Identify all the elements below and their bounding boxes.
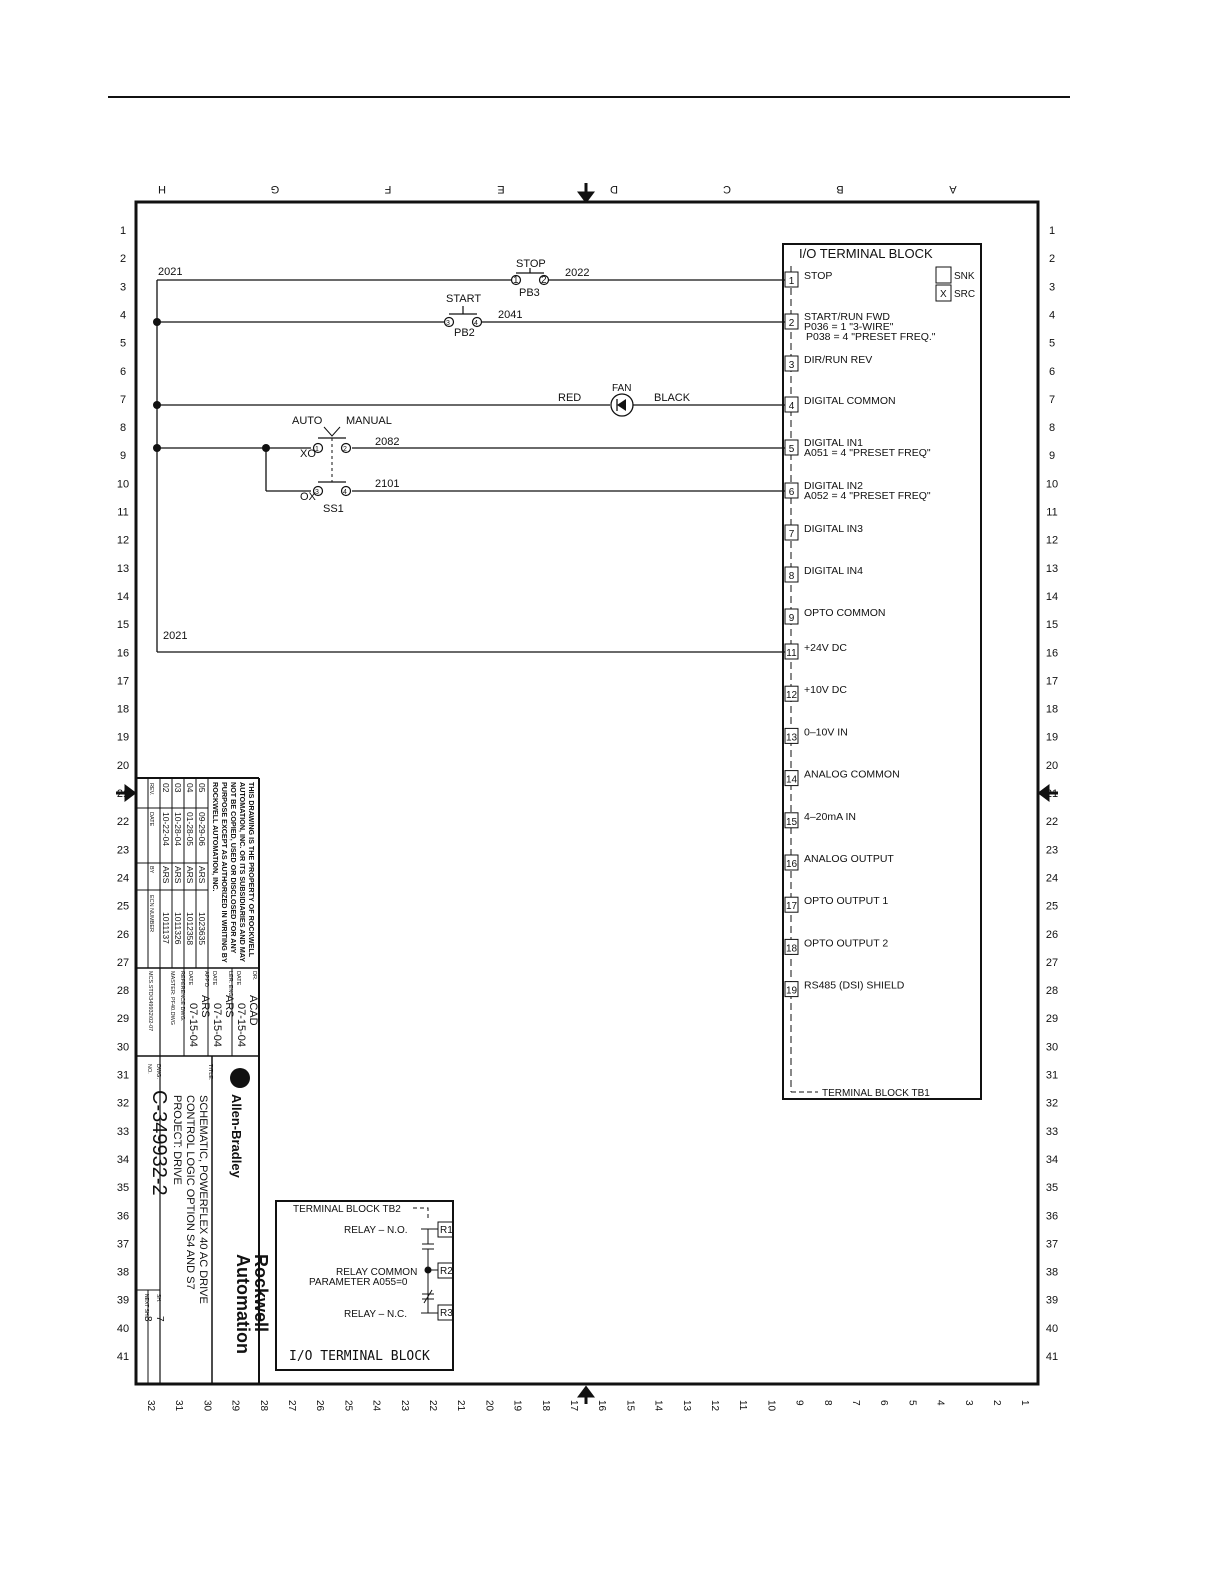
revision-ecn: 1011326 bbox=[173, 912, 183, 945]
tb1-terminal-number: 17 bbox=[785, 901, 798, 913]
column-label-bottom: 5 bbox=[906, 1400, 918, 1406]
tb1-terminal bbox=[785, 607, 885, 624]
title-block-notice: THIS DRAWING IS THE PROPERTY OF ROCKWELL bbox=[247, 782, 256, 958]
pb3-label: PB3 bbox=[519, 287, 540, 299]
tb2-footer: I/O TERMINAL BLOCK bbox=[289, 1349, 430, 1364]
row-label-left: 36 bbox=[116, 1210, 130, 1223]
column-label-top: F bbox=[384, 183, 392, 195]
tb1-terminal bbox=[785, 769, 900, 786]
revision-number: 03 bbox=[173, 783, 183, 793]
row-label-left: 24 bbox=[116, 872, 130, 885]
row-label-right: 35 bbox=[1045, 1182, 1059, 1195]
row-label-right: 8 bbox=[1048, 422, 1056, 435]
revision-header-ecn: ECN NUMBER bbox=[148, 895, 154, 932]
ler-date: 07-15-04 bbox=[211, 1003, 223, 1048]
column-labels-bottom bbox=[145, 1400, 1030, 1412]
title-label: TITLE: bbox=[207, 1064, 213, 1081]
column-label-bottom: 12 bbox=[709, 1400, 720, 1412]
row-label-left: 3 bbox=[119, 281, 127, 294]
row-label-right: 28 bbox=[1045, 985, 1059, 998]
tb1-terminal bbox=[785, 980, 905, 997]
column-label-bottom: 28 bbox=[257, 1400, 269, 1412]
revision-date: 10-28-04 bbox=[173, 812, 183, 847]
row-label-left: 16 bbox=[116, 647, 130, 660]
wire-2022: 2022 bbox=[565, 267, 590, 279]
automation-brand: Automation bbox=[233, 1254, 253, 1354]
snk-box bbox=[936, 267, 951, 283]
fan-icon bbox=[611, 394, 633, 416]
src-label: SRC bbox=[954, 289, 976, 300]
row-label-left: 37 bbox=[116, 1238, 130, 1251]
row-label-left: 41 bbox=[116, 1351, 130, 1363]
tb1-terminal-label: DIGITAL IN1 bbox=[804, 437, 863, 449]
title-block bbox=[142, 782, 271, 1354]
row-label-left: 22 bbox=[116, 816, 130, 829]
top-center-arrow bbox=[580, 183, 592, 201]
revision-by: ARS bbox=[173, 866, 183, 884]
row-label-left: 19 bbox=[116, 731, 130, 744]
tb1-footer: TERMINAL BLOCK TB1 bbox=[822, 1088, 930, 1099]
tb1-terminal-number: 9 bbox=[788, 613, 795, 624]
row-label-right: 6 bbox=[1048, 365, 1056, 378]
date-label: DATE bbox=[187, 971, 193, 986]
tb1-terminal-number: 12 bbox=[785, 690, 798, 702]
column-label-bottom: 14 bbox=[652, 1400, 664, 1412]
row-label-right: 10 bbox=[1045, 478, 1059, 491]
row-label-right: 40 bbox=[1045, 1322, 1059, 1335]
ss1-contact-4: 4 bbox=[343, 489, 347, 496]
tb1-terminal bbox=[785, 523, 863, 540]
tb1-terminal-label: OPTO OUTPUT 1 bbox=[804, 895, 889, 908]
fan-label: FAN bbox=[612, 383, 632, 394]
master-dwg: MASTER: PF40.DWG bbox=[169, 971, 175, 1026]
tb1-terminal-number: 6 bbox=[788, 487, 795, 498]
revision-date: 01-28-05 bbox=[185, 812, 195, 847]
stop-label: STOP bbox=[516, 258, 546, 270]
wire-2041: 2041 bbox=[498, 309, 523, 321]
rockwell-brand: Rockwell bbox=[251, 1254, 271, 1333]
row-label-right: 32 bbox=[1045, 1097, 1059, 1110]
revision-ecn: 1012358 bbox=[185, 912, 195, 946]
svg-text:4: 4 bbox=[474, 320, 478, 327]
no-label: NO. bbox=[146, 1064, 152, 1074]
title-block-notice: ROCKWELL AUTOMATION, INC. bbox=[211, 782, 220, 892]
column-label-bottom: 31 bbox=[173, 1400, 185, 1412]
tb1-terminal-number: 15 bbox=[785, 816, 798, 828]
row-label-right: 9 bbox=[1048, 450, 1056, 463]
column-label-top: E bbox=[497, 183, 505, 195]
tb2-r1: R1 bbox=[440, 1225, 453, 1236]
wire-black: BLACK bbox=[654, 392, 691, 404]
row-label-right: 5 bbox=[1048, 337, 1056, 350]
column-label-bottom: 4 bbox=[934, 1400, 946, 1406]
row-label-right: 3 bbox=[1048, 281, 1056, 294]
revision-date: 09-29-06 bbox=[197, 812, 207, 847]
row-label-left: 14 bbox=[116, 590, 130, 603]
column-label-top: D bbox=[610, 183, 618, 195]
sheet-label: SH. bbox=[155, 1294, 161, 1303]
wire-2021-bottom: 2021 bbox=[163, 630, 188, 642]
drawing-title-line-3: PROJECT: DRIVE bbox=[171, 1095, 183, 1185]
approved-date: 07-15-04 bbox=[187, 1003, 199, 1048]
tb1-terminal-param: A051 = 4 "PRESET FREQ" bbox=[804, 447, 931, 459]
row-label-right: 18 bbox=[1045, 703, 1059, 716]
file-path: MCS.STD\349932\02-07 bbox=[147, 971, 153, 1032]
column-label-bottom: 10 bbox=[765, 1400, 777, 1412]
tb1-terminal-label: DIGITAL IN3 bbox=[804, 523, 863, 535]
column-label-bottom: 8 bbox=[821, 1400, 833, 1406]
tb1-terminal-number: 19 bbox=[785, 985, 798, 997]
row-label-left: 4 bbox=[119, 309, 127, 322]
revision-ecn: 1011137 bbox=[161, 912, 171, 944]
drawing-frame bbox=[136, 202, 1038, 1384]
row-label-right: 23 bbox=[1045, 844, 1059, 857]
column-label-bottom: 1 bbox=[1019, 1400, 1031, 1406]
row-label-left: 20 bbox=[116, 759, 130, 772]
wire-2101: 2101 bbox=[375, 478, 400, 490]
tb1-terminal-label: STOP bbox=[804, 270, 833, 282]
tb1-terminal-label: +24V DC bbox=[804, 642, 847, 654]
row-label-right: 16 bbox=[1045, 647, 1059, 660]
row-label-left: 8 bbox=[119, 422, 127, 435]
tb1-terminal-number: 5 bbox=[788, 444, 795, 455]
column-label-bottom: 20 bbox=[483, 1400, 495, 1412]
row-label-right: 15 bbox=[1045, 619, 1059, 632]
row-label-left: 23 bbox=[116, 844, 130, 857]
row-label-left: 32 bbox=[116, 1097, 130, 1110]
column-label-bottom: 24 bbox=[370, 1400, 382, 1412]
row-label-left: 25 bbox=[116, 900, 130, 913]
next-sheet-label: NEXT SH. bbox=[143, 1294, 149, 1317]
row-label-left: 9 bbox=[119, 450, 127, 463]
column-label-bottom: 6 bbox=[878, 1400, 890, 1406]
tb1-terminal-label: OPTO OUTPUT 2 bbox=[804, 937, 889, 950]
row-label-left: 15 bbox=[116, 619, 130, 632]
tb1-terminal-param: A052 = 4 "PRESET FREQ" bbox=[804, 490, 931, 502]
row-label-right: 4 bbox=[1048, 309, 1056, 322]
row-label-left: 5 bbox=[119, 337, 127, 350]
row-label-right: 13 bbox=[1045, 562, 1059, 575]
column-label-bottom: 11 bbox=[737, 1400, 749, 1411]
row-label-left: 17 bbox=[116, 675, 130, 688]
column-label-bottom: 22 bbox=[427, 1400, 438, 1412]
row-label-left: 29 bbox=[116, 1013, 130, 1026]
xo-label: XO bbox=[300, 448, 316, 460]
row-label-left: 35 bbox=[116, 1182, 130, 1195]
row-label-right: 31 bbox=[1045, 1069, 1059, 1082]
row-label-right: 24 bbox=[1045, 872, 1059, 885]
row-label-right: 20 bbox=[1045, 759, 1059, 772]
pb3-stop-pushbutton bbox=[512, 268, 549, 286]
row-label-left: 11 bbox=[117, 506, 129, 519]
wire-2082: 2082 bbox=[375, 436, 400, 448]
row-label-left: 1 bbox=[119, 225, 127, 237]
column-label-bottom: 26 bbox=[314, 1400, 326, 1412]
tb1-terminal bbox=[785, 937, 888, 954]
tb2-r2: R2 bbox=[440, 1266, 453, 1277]
svg-text:2: 2 bbox=[541, 275, 547, 286]
tb1-terminal-param: P036 = 1 "3-WIRE" bbox=[804, 321, 894, 333]
row-label-left: 40 bbox=[116, 1322, 130, 1335]
approved-by: ARS bbox=[199, 995, 211, 1018]
row-label-left: 27 bbox=[116, 956, 130, 969]
snk-label: SNK bbox=[954, 271, 975, 282]
row-label-left: 6 bbox=[119, 365, 127, 378]
tb1-terminal-label: +10V DC bbox=[804, 684, 847, 697]
column-label-top: H bbox=[158, 183, 166, 195]
tb2-relay-nc: RELAY – N.C. bbox=[344, 1309, 407, 1320]
column-label-bottom: 13 bbox=[680, 1400, 692, 1412]
revision-ecn: 1023635 bbox=[197, 912, 207, 946]
revision-header-date: DATE bbox=[148, 812, 154, 827]
column-label-top: A bbox=[949, 183, 957, 195]
sheet-number: 7 bbox=[154, 1316, 165, 1322]
drawing-title-line-1: SCHEMATIC, POWERFLEX 40 AC DRIVE bbox=[197, 1095, 209, 1304]
tb1-terminal bbox=[785, 853, 894, 870]
tb1-terminal bbox=[785, 311, 936, 343]
row-label-right: 1 bbox=[1048, 225, 1056, 237]
tb1-terminal-param: P038 = 4 "PRESET FREQ." bbox=[806, 331, 936, 343]
manual-label: MANUAL bbox=[346, 415, 392, 427]
dwg-label: DWG. bbox=[155, 1064, 161, 1079]
svg-text:1: 1 bbox=[513, 275, 519, 286]
tb2-relay-no: RELAY – N.O. bbox=[344, 1225, 408, 1236]
dr-label: DR. bbox=[251, 971, 257, 981]
tb1-terminal bbox=[785, 354, 872, 371]
column-label-top: C bbox=[723, 183, 731, 195]
row-label-left: 2 bbox=[119, 253, 127, 266]
auto-label: AUTO bbox=[292, 415, 323, 427]
tb1-terminal-label: ANALOG OUTPUT bbox=[804, 853, 894, 865]
tb1-terminal-label: 0–10V IN bbox=[804, 726, 848, 739]
row-label-right: 41 bbox=[1045, 1351, 1059, 1363]
tb1-terminal bbox=[785, 684, 847, 701]
revision-number: 05 bbox=[197, 783, 207, 793]
column-label-bottom: 3 bbox=[962, 1400, 974, 1406]
tb1-terminal bbox=[785, 811, 856, 828]
row-label-right: 2 bbox=[1048, 253, 1056, 266]
tb1-terminal-number: 7 bbox=[788, 529, 795, 540]
column-label-bottom: 25 bbox=[342, 1400, 354, 1412]
revision-number: 02 bbox=[161, 783, 171, 793]
appd-label: APP'D bbox=[203, 971, 209, 988]
column-label-bottom: 30 bbox=[201, 1400, 213, 1412]
column-label-bottom: 15 bbox=[624, 1400, 636, 1412]
column-label-bottom: 19 bbox=[511, 1400, 523, 1412]
wire-red: RED bbox=[558, 392, 582, 404]
row-label-right: 39 bbox=[1045, 1294, 1059, 1307]
io-block-title: I/O TERMINAL BLOCK bbox=[799, 246, 933, 261]
revision-by: ARS bbox=[161, 866, 171, 884]
row-label-left: 28 bbox=[116, 985, 130, 998]
ox-label: OX bbox=[300, 491, 316, 503]
row-label-right: 30 bbox=[1045, 1041, 1059, 1054]
row-label-left: 10 bbox=[116, 478, 130, 491]
row-label-right: 7 bbox=[1048, 393, 1056, 406]
revision-number: 04 bbox=[185, 783, 195, 793]
row-label-right: 27 bbox=[1045, 956, 1059, 969]
next-sheet-number: 8 bbox=[142, 1316, 153, 1322]
tb1-terminal-number: 11 bbox=[786, 648, 797, 659]
row-label-left: 39 bbox=[116, 1294, 130, 1307]
row-label-right: 37 bbox=[1045, 1238, 1059, 1251]
tb1-terminal-label: DIR/RUN REV bbox=[804, 354, 873, 366]
tb1-terminal-number: 14 bbox=[785, 774, 798, 786]
revision-header-rev: REV. bbox=[148, 783, 154, 796]
date-label: DATE bbox=[235, 971, 241, 986]
tb2-title: TERMINAL BLOCK TB2 bbox=[293, 1204, 401, 1215]
drafter-date: 07-15-04 bbox=[235, 1003, 247, 1048]
pb2-label: PB2 bbox=[454, 327, 475, 339]
row-label-right: 19 bbox=[1045, 731, 1059, 744]
tb1-terminal bbox=[785, 642, 847, 659]
row-label-right: 11 bbox=[1046, 506, 1058, 519]
column-label-bottom: 21 bbox=[455, 1400, 467, 1412]
column-label-bottom: 9 bbox=[793, 1400, 805, 1406]
row-label-right: 17 bbox=[1045, 675, 1059, 688]
row-label-right: 26 bbox=[1045, 928, 1059, 941]
row-label-left: 33 bbox=[116, 1125, 130, 1138]
row-label-right: 29 bbox=[1045, 1013, 1059, 1026]
revision-header-by: BY bbox=[148, 866, 154, 874]
allen-bradley-brand: Allen-Bradley bbox=[229, 1094, 244, 1178]
row-label-left: 31 bbox=[116, 1069, 130, 1082]
tb1-terminal-number: 1 bbox=[788, 276, 795, 287]
column-label-bottom: 23 bbox=[398, 1400, 410, 1412]
tb2-r3: R3 bbox=[440, 1308, 453, 1319]
tb1-terminal bbox=[785, 726, 848, 743]
ler-engineer: ARS bbox=[223, 995, 235, 1018]
column-label-bottom: 7 bbox=[850, 1400, 861, 1406]
bottom-center-arrow bbox=[580, 1388, 592, 1404]
column-labels-top bbox=[158, 183, 957, 195]
row-label-left: 34 bbox=[116, 1153, 130, 1166]
junction-dots bbox=[153, 318, 270, 452]
tb1-terminal-label: ANALOG COMMON bbox=[804, 768, 900, 781]
row-label-right: 36 bbox=[1045, 1210, 1059, 1223]
tb1-terminal-number: 4 bbox=[788, 401, 795, 412]
column-label-top: B bbox=[836, 183, 844, 195]
tb1-terminal bbox=[785, 437, 931, 459]
drawing-number: C-349932-2 bbox=[148, 1090, 170, 1196]
row-label-right: 12 bbox=[1045, 534, 1059, 547]
ss1-contact-3: 3 bbox=[315, 489, 319, 496]
row-label-right: 25 bbox=[1045, 900, 1059, 913]
row-label-right: 22 bbox=[1045, 816, 1059, 829]
pb2-start-pushbutton bbox=[445, 306, 482, 327]
column-label-bottom: 27 bbox=[286, 1400, 297, 1412]
tb1-terminal bbox=[785, 565, 863, 582]
row-label-right: 14 bbox=[1045, 590, 1059, 603]
revision-by: ARS bbox=[197, 866, 207, 884]
column-label-bottom: 32 bbox=[145, 1400, 156, 1412]
tb1-terminal-label: DIGITAL COMMON bbox=[804, 395, 896, 407]
tb1-terminal bbox=[785, 270, 832, 287]
title-block-notice: AUTOMATION, INC. OR ITS SUBSIDIARIES AND MAY bbox=[238, 782, 247, 963]
ss1-label: SS1 bbox=[323, 503, 344, 515]
tb1-terminal-number: 13 bbox=[785, 732, 798, 744]
row-label-left: 12 bbox=[116, 534, 130, 547]
rockwell-logo-icon bbox=[230, 1068, 250, 1088]
column-label-top: G bbox=[270, 183, 280, 195]
tb1-terminal-number: 8 bbox=[788, 571, 795, 582]
wire-2021-top: 2021 bbox=[158, 266, 183, 278]
tb2-relay-common: RELAY COMMON bbox=[336, 1267, 418, 1278]
revision-by: ARS bbox=[185, 866, 195, 884]
row-label-right: 38 bbox=[1045, 1266, 1059, 1279]
tb1-terminal-label: 4–20mA IN bbox=[804, 810, 856, 823]
drawing-title-line-2: CONTROL LOGIC OPTION S4 AND S7 bbox=[184, 1095, 196, 1290]
tb1-terminal-label: OPTO COMMON bbox=[804, 607, 886, 619]
column-label-bottom: 17 bbox=[568, 1400, 579, 1412]
column-label-bottom: 18 bbox=[539, 1400, 551, 1412]
ler-label: LER. ENG. bbox=[227, 971, 233, 999]
src-mark: X bbox=[940, 289, 947, 300]
start-label: START bbox=[446, 293, 482, 305]
tb1-terminal-number: 2 bbox=[788, 318, 795, 329]
tb1-terminals bbox=[785, 270, 936, 997]
tb1-terminal-label: DIGITAL IN4 bbox=[804, 565, 863, 577]
tb1-terminal bbox=[785, 895, 888, 912]
tb1-terminal bbox=[785, 480, 931, 502]
date-label: DATE bbox=[211, 971, 217, 986]
row-label-right: 34 bbox=[1045, 1153, 1059, 1166]
row-label-left: 7 bbox=[119, 393, 127, 406]
column-label-bottom: 16 bbox=[596, 1400, 608, 1412]
column-label-bottom: 2 bbox=[991, 1400, 1002, 1406]
svg-text:3: 3 bbox=[446, 320, 450, 327]
tb1-terminal-label: RS485 (DSI) SHIELD bbox=[804, 979, 905, 992]
tb1-terminal-number: 16 bbox=[785, 859, 798, 870]
io-terminal-block bbox=[783, 244, 981, 1099]
ss1-contact-1: 1 bbox=[315, 446, 319, 453]
row-label-left: 18 bbox=[116, 703, 130, 716]
tb1-terminal-label: DIGITAL IN2 bbox=[804, 480, 863, 492]
column-label-bottom: 29 bbox=[229, 1400, 241, 1412]
title-block-notice: PURPOSE EXCEPT AS AUTHORIZED IN WRITING BY bbox=[220, 782, 229, 963]
title-block-notice: NOT BE COPIED, USED OR DISCLOSED FOR ANY bbox=[229, 782, 238, 954]
row-label-left: 26 bbox=[116, 928, 130, 941]
row-label-left: 13 bbox=[116, 562, 130, 575]
row-label-left: 38 bbox=[116, 1266, 130, 1279]
tb1-terminal bbox=[785, 395, 896, 412]
tb2-parameter: PARAMETER A055=0 bbox=[309, 1277, 408, 1288]
drafter: ACAD bbox=[247, 995, 259, 1026]
ss1-selector-switch bbox=[314, 427, 351, 496]
revision-date: 10-22-04 bbox=[161, 812, 171, 847]
tb1-terminal-number: 18 bbox=[785, 943, 798, 955]
row-label-left: 30 bbox=[116, 1041, 130, 1054]
ss1-contact-2: 2 bbox=[343, 446, 347, 453]
tb1-terminal-number: 3 bbox=[788, 360, 795, 371]
reference-dwg-label: REFERENCE DWG. bbox=[179, 971, 185, 1022]
tb1-terminal-label: START/RUN FWD bbox=[804, 311, 890, 323]
row-label-right: 33 bbox=[1045, 1125, 1059, 1138]
